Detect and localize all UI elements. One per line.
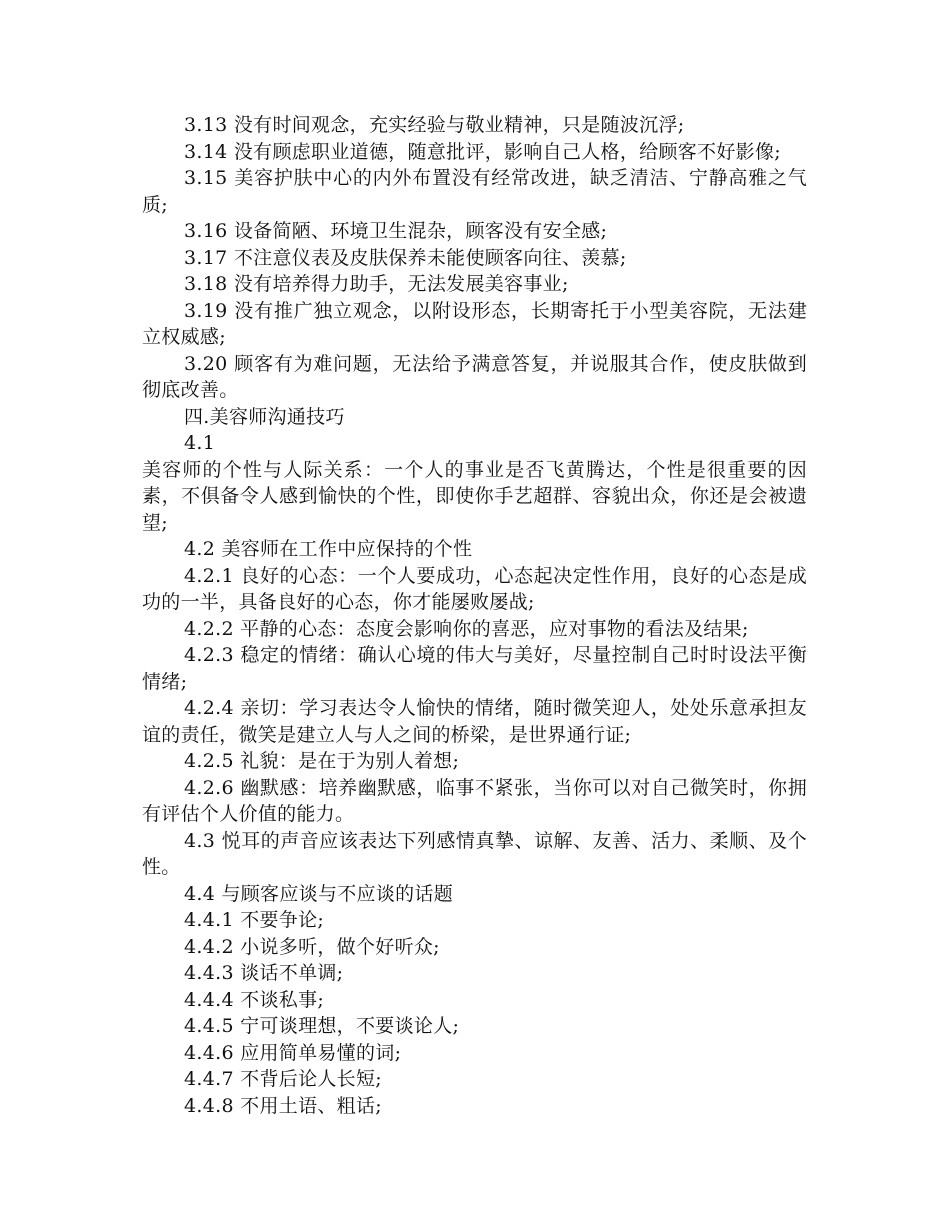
paragraph-4-1-body: 美容师的个性与人际关系：一个人的事业是否飞黄腾达，个性是很重要的因素，不俱备令人感到愉快的个性，即使你手艺超群、容貌出众，你还是会被遗望; xyxy=(142,458,807,534)
paragraph-4-4-1: 4.4.1 不要争论; xyxy=(184,909,325,931)
paragraph-4-4-6: 4.4.6 应用简单易懂的词; xyxy=(184,1041,402,1064)
paragraph-4-2-4: 4.2.4 亲切：学习表达令人愉快的情绪，随时微笑迎人，处处乐意承担友谊的责任，微笑是建立人与人之间的桥梁，是世界通行证; xyxy=(142,697,807,746)
paragraph-4-2-1: 4.2.1 良好的心态：一个人要成功，心态起决定性作用，良好的心态是成功的一半，具备良好的心态，你才能屡败屡战; xyxy=(142,564,807,613)
paragraph-4-3: 4.3 悦耳的声音应该表达下列感情真摯、谅解、友善、活力、柔顺、及个性。 xyxy=(142,829,807,878)
paragraph-3-18: 3.18 没有培养得力助手，无法发展美容事业; xyxy=(184,273,569,295)
paragraph-4-2-5: 4.2.5 礼貌：是在于为别人着想; xyxy=(184,750,460,772)
paragraph-4-4-4: 4.4.4 不谈私事; xyxy=(184,988,325,1011)
section-heading-4: 四.美容师沟通技巧 xyxy=(184,405,345,428)
paragraph-3-13: 3.13 没有时间观念，充实经验与敬业精神，只是随波沉浮; xyxy=(184,114,685,136)
paragraph-3-20: 3.20 顾客有为难问题，无法给予满意答复，并说服其合作，使皮肤做到彻底改善。 xyxy=(142,352,807,401)
paragraph-4-4-2: 4.4.2 小说多听，做个好听众; xyxy=(184,935,440,958)
paragraph-4-4-3: 4.4.3 谈话不单调; xyxy=(184,962,344,984)
paragraph-4-1-number: 4.1 xyxy=(184,432,216,454)
paragraph-4-2: 4.2 美容师在工作中应保持的个性 xyxy=(184,538,473,560)
paragraph-4-2-6: 4.2.6 幽默感：培养幽默感，临事不紧张，当你可以对自己微笑时，你拥有评估个人价值的能力。 xyxy=(142,776,807,825)
document-page xyxy=(142,112,807,1119)
paragraph-4-2-2: 4.2.2 平静的心态：态度会影响你的喜恶，应对事物的看法及结果; xyxy=(184,617,749,640)
paragraph-4-4-8: 4.4.8 不用土语、粗话; xyxy=(184,1094,382,1117)
paragraph-4-4-5: 4.4.5 宁可谈理想，不要谈论人; xyxy=(184,1015,460,1037)
paragraph-3-14: 3.14 没有顾虑职业道德，随意批评，影响自己人格，给顾客不好影像; xyxy=(184,140,781,163)
paragraph-4-2-3: 4.2.3 稳定的情绪：确认心境的伟大与美好，尽量控制自己时时设法平衡情绪; xyxy=(142,644,807,693)
paragraph-3-15: 3.15 美容护肤中心的内外布置没有经常改进，缺乏清洁、宁静高雅之气质; xyxy=(142,167,807,216)
paragraph-4-4: 4.4 与顾客应谈与不应谈的话题 xyxy=(184,882,454,905)
paragraph-3-16: 3.16 设备简陋、环境卫生混杂，顾客没有安全感; xyxy=(184,220,608,242)
paragraph-3-19: 3.19 没有推广独立观念，以附设形态，长期寄托于小型美容院，无法建立权威感; xyxy=(142,299,807,348)
paragraph-4-4-7: 4.4.7 不背后论人长短; xyxy=(184,1068,382,1090)
paragraph-3-17: 3.17 不注意仪表及皮肤保养未能使顾客向往、羡慕; xyxy=(184,246,627,269)
